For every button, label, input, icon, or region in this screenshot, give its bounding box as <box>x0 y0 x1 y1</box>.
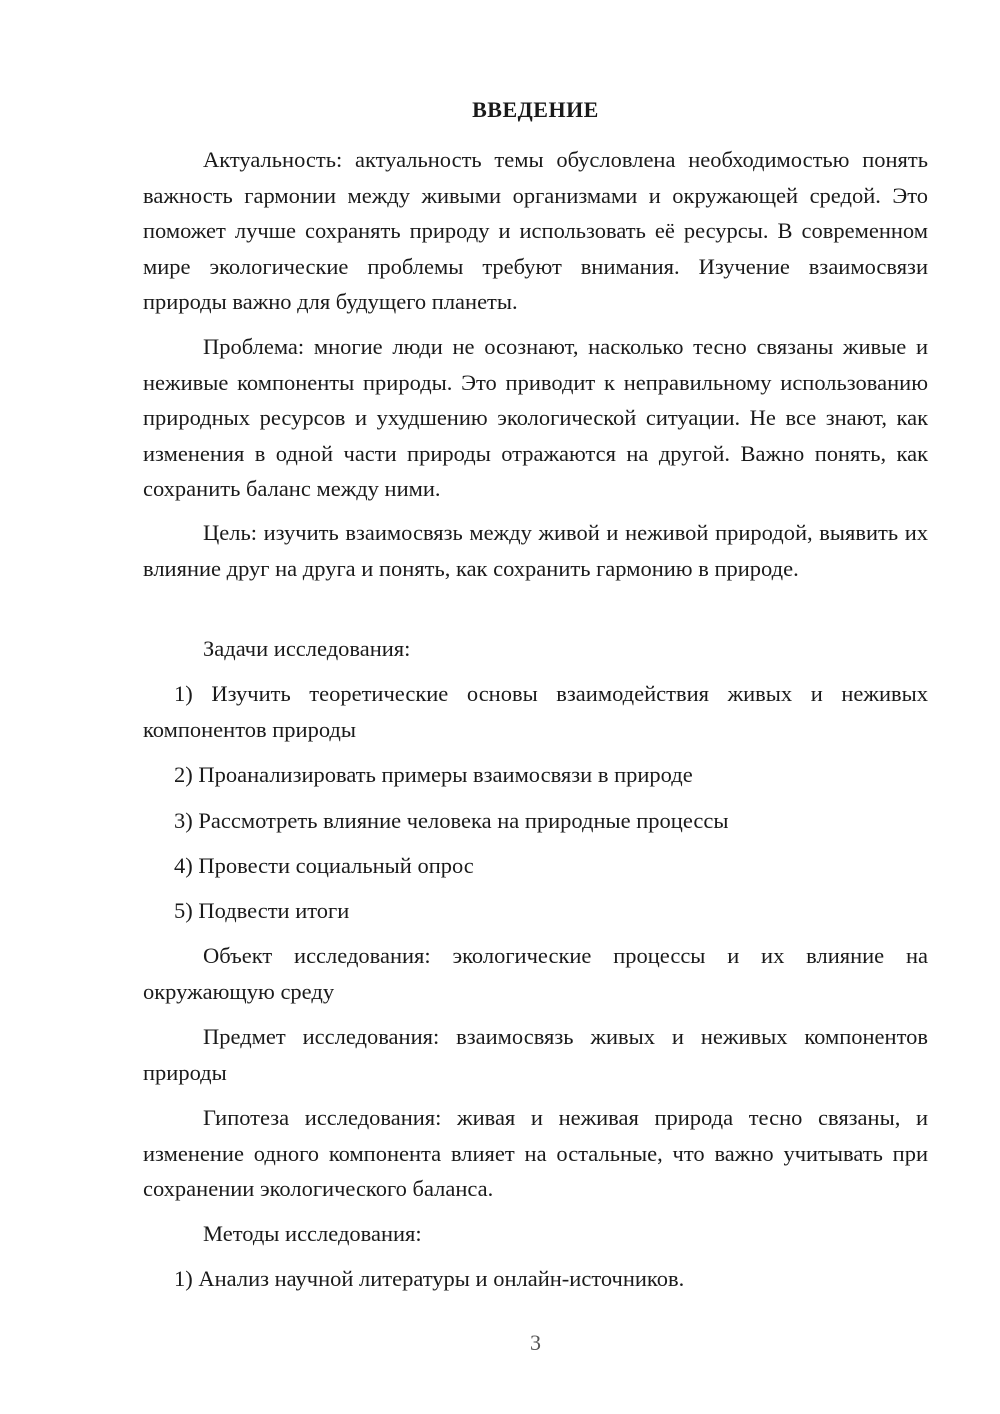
paragraph-relevance: Актуальность: актуальность темы обусловлена необходимостью понять важность гармонии между живыми организмами и окружающей средой. Это поможет лучше сохранять природу и использовать её ресурсы. В современном мире экологические проблемы требуют внимания. Изучение взаимосвязи природы важно для будущего планеты. <box>143 147 928 314</box>
paragraph-hypothesis: Гипотеза исследования: живая и неживая природа тесно связаны, и изменение одного компонента влияет на остальные, что важно учитывать при сохранении экологического баланса. <box>143 1105 928 1201</box>
task-item-3: 3) Рассмотреть влияние человека на природные процессы <box>174 808 729 833</box>
page-number: 3 <box>530 1330 541 1355</box>
paragraph-problem: Проблема: многие люди не осознают, насколько тесно связаны живые и неживые компоненты природы. Это приводит к неправильному использованию природных ресурсов и ухудшению экологической ситуации. Не все знают, как изменения в одной части природы отражаются на другой. Важно понять, как сохранить баланс между ними. <box>143 334 928 501</box>
task-item-5: 5) Подвести итоги <box>174 898 350 923</box>
paragraph-subject: Предмет исследования: взаимосвязь живых и неживых компонентов природы <box>143 1024 928 1085</box>
tasks-heading: Задачи исследования: <box>203 636 411 661</box>
paragraph-goal: Цель: изучить взаимосвязь между живой и неживой природой, выявить их влияние друг на друга и понять, как сохранить гармонию в природе. <box>143 520 928 581</box>
paragraph-object: Объект исследования: экологические процессы и их влияние на окружающую среду <box>143 943 928 1004</box>
task-item-2: 2) Проанализировать примеры взаимосвязи в природе <box>174 762 693 787</box>
task-item-1: 1) Изучить теоретические основы взаимодействия живых и неживых компонентов природы <box>143 681 928 742</box>
task-item-4: 4) Провести социальный опрос <box>174 853 474 878</box>
method-item-1: 1) Анализ научной литературы и онлайн-источников. <box>174 1266 685 1291</box>
page-title: ВВЕДЕНИЕ <box>472 97 599 122</box>
methods-heading: Методы исследования: <box>203 1221 422 1246</box>
